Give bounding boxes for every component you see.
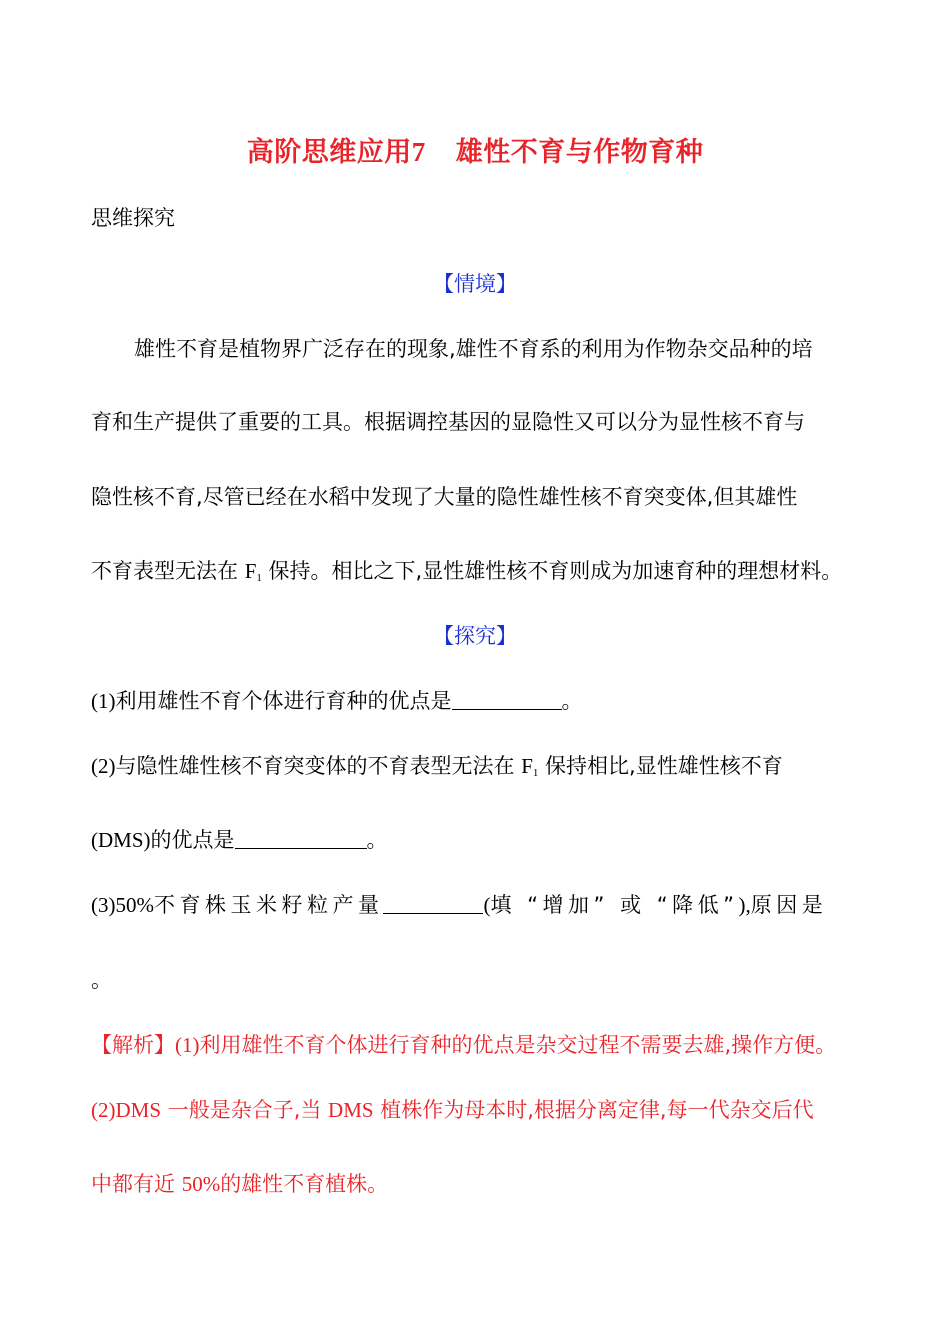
explore-heading: 【探究】 bbox=[433, 624, 517, 648]
title-part2: 雄性不育与作物育种 bbox=[455, 137, 704, 168]
question-3-line-2: 。 bbox=[91, 968, 112, 992]
answer-blank-3[interactable] bbox=[383, 893, 483, 914]
question-1: (1)利用雄性不育个体进行育种的优点是 。 bbox=[91, 689, 583, 713]
answer-blank-1[interactable] bbox=[452, 689, 562, 710]
analysis-line-1: 【解析】(1)利用雄性不育个体进行育种的优点是杂交过程不需要去雄,操作方便。 bbox=[91, 1033, 837, 1057]
answer-blank-2[interactable] bbox=[235, 828, 367, 849]
scenario-line-4: 不育表型无法在 $F_1$ 保持。相比之下,显性雄性核不育则成为加速育种的理想材料。 bbox=[91, 559, 843, 584]
scenario-line-3: 隐性核不育,尽管已经在水稻中发现了大量的隐性雄性核不育突变体,但其雄性 bbox=[91, 485, 798, 509]
title-number: 7 bbox=[411, 137, 426, 167]
question-2-line-1: (2)与隐性雄性核不育突变体的不育表型无法在 $F_1$ 保持相比,显性雄性核不育 bbox=[91, 754, 783, 779]
question-3-line-1: (3)50%不育株玉米籽粒产量 (填 “增加” 或 “降低”),原因是 bbox=[91, 893, 828, 917]
scenario-line-2: 育和生产提供了重要的工具。根据调控基因的显隐性又可以分为显性核不育与 bbox=[91, 410, 805, 434]
analysis-line-3: 中都有近 50%的雄性不育植株。 bbox=[91, 1172, 389, 1196]
page-title bbox=[0, 130, 950, 169]
title-part1: 高阶思维应用 bbox=[246, 137, 412, 168]
analysis-line-2: (2)DMS 一般是杂合子,当 DMS 植株作为母本时,根据分离定律,每一代杂交后代 bbox=[91, 1098, 814, 1122]
scenario-heading: 【情境】 bbox=[433, 272, 517, 296]
question-2-line-2: (DMS)的优点是 。 bbox=[91, 828, 388, 852]
section-label: 思维探究 bbox=[91, 206, 175, 230]
scenario-line-1: 雄性不育是植物界广泛存在的现象,雄性不育系的利用为作物杂交品种的培 bbox=[134, 337, 813, 361]
